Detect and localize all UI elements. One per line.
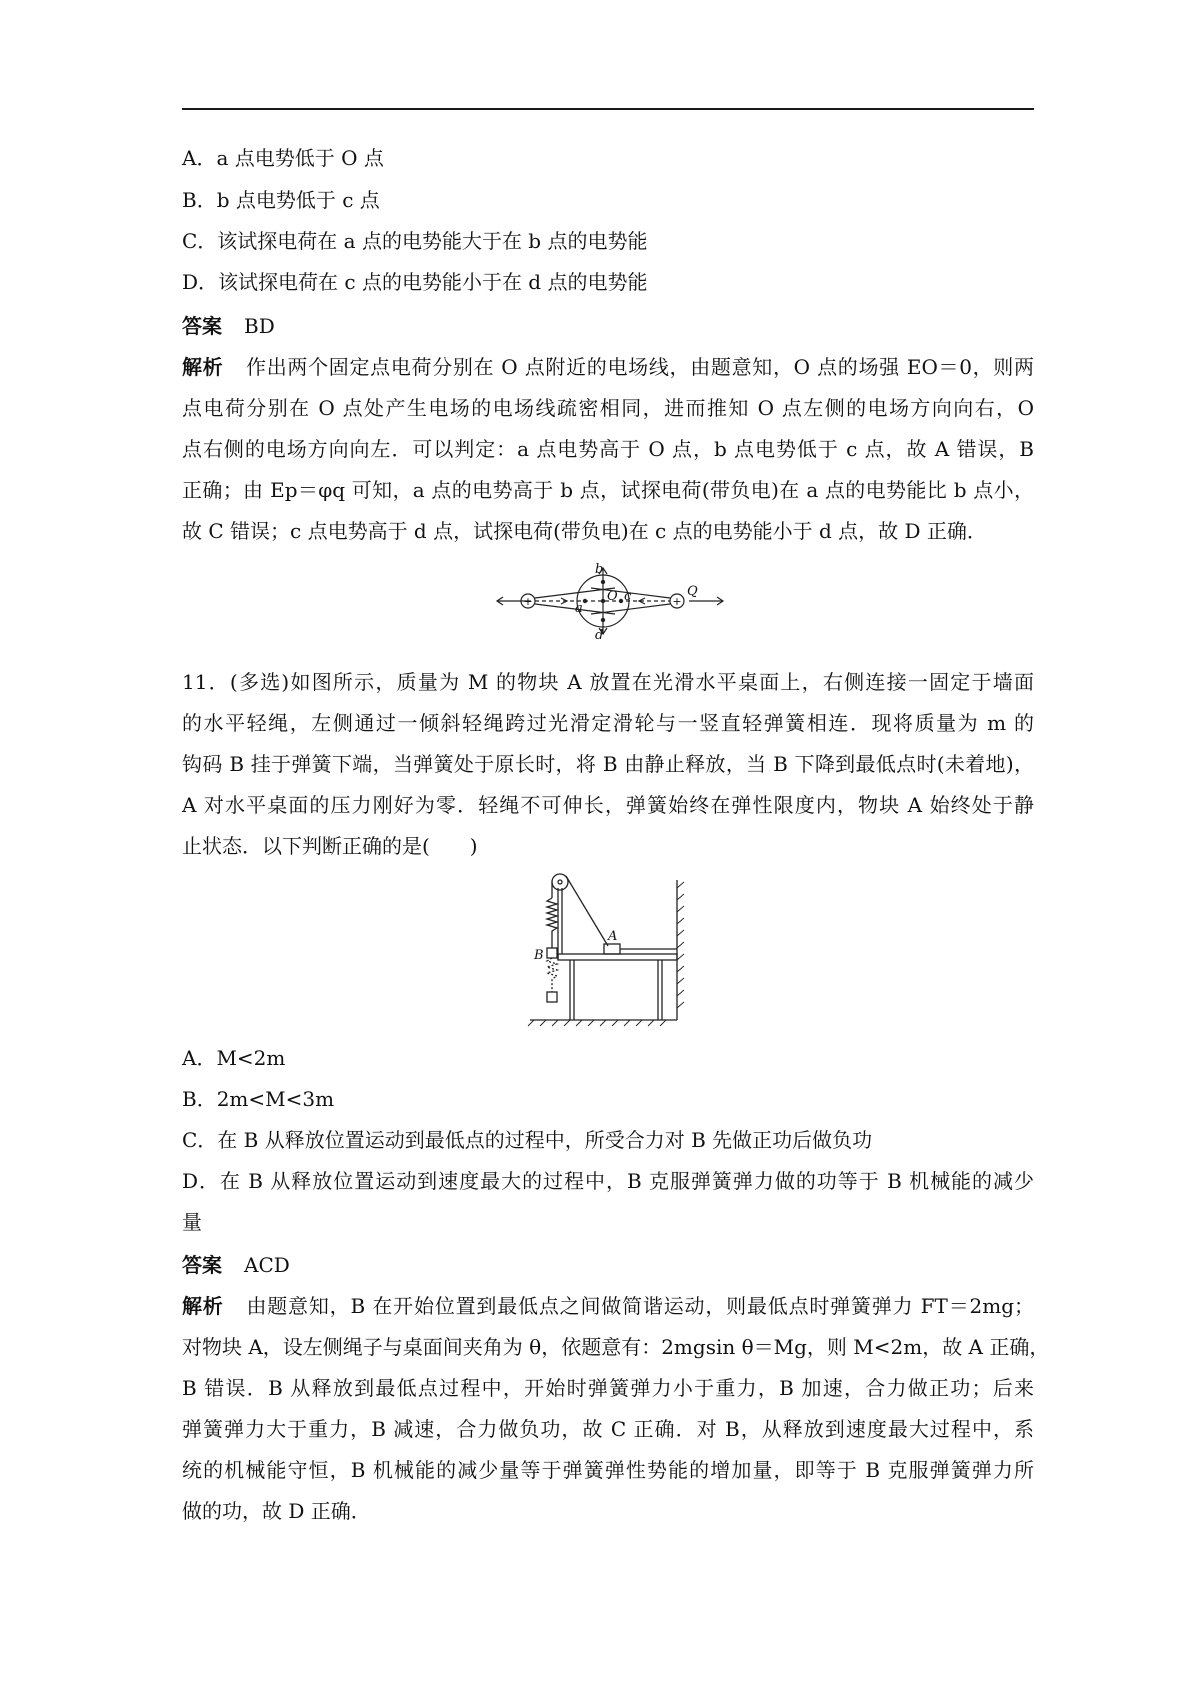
label-b: b <box>595 562 604 577</box>
q11-option-d-cont: 量 <box>182 1210 202 1234</box>
analysis-text: 由题意知，B 在开始位置到最低点之间做简谐运动，则最低点时弹簧弹力 FT＝2mg； <box>245 1294 1034 1318</box>
answer-label: 答案 <box>182 314 222 338</box>
electric-field-figure <box>495 560 725 640</box>
q11-analysis-line-1 <box>182 1291 1034 1321</box>
label-d: d <box>595 628 604 640</box>
plus-right: + <box>672 595 682 608</box>
q10-analysis-line-4: 正确；由 Ep＝φq 可知，a 点的电势高于 b 点，试探电荷(带负电)在 a 点的电势能比 b 点小， <box>182 478 1034 502</box>
label-B: B <box>534 948 544 963</box>
q10-analysis-line-3: 点右侧的电场方向向左．可以判定：a 点电势高于 O 点，b 点电势低于 c 点，故 A 错误，B <box>182 437 1034 461</box>
q11-option-d: D．在 B 从释放位置运动到速度最大的过程中，B 克服弹簧弹力做的功等于 B 机械能的减少 <box>182 1169 1034 1193</box>
label-a: a <box>575 601 583 616</box>
q11-analysis-line-6: 做的功，故 D 正确． <box>182 1499 371 1523</box>
analysis-label: 解析 <box>182 355 224 379</box>
q11-analysis-line-2: 对物块 A，设左侧绳子与桌面间夹角为 θ，依题意有：2mgsin θ＝Mg，则 M<2m，故 A 正确， <box>182 1335 1050 1359</box>
q10-analysis-line-5: 故 C 错误；c 点电势高于 d 点，试探电荷(带负电)在 c 点的电势能小于 d 点，故 D 正确． <box>182 519 987 543</box>
q10-option-d: D．该试探电荷在 c 点的电势能小于在 d 点的电势能 <box>182 270 648 294</box>
q10-option-c: C．该试探电荷在 a 点的电势能大于在 b 点的电势能 <box>182 229 648 253</box>
q10-answer <box>182 311 1034 341</box>
q11-analysis-line-3: B 错误．B 从释放到最低点过程中，开始时弹簧弹力小于重力，B 加速，合力做正功；后来 <box>182 1376 1034 1400</box>
analysis-label: 解析 <box>182 1294 224 1318</box>
q11-option-b: B．2m<M<3m <box>182 1087 335 1111</box>
answer-value: BD <box>244 314 275 338</box>
q11-answer <box>182 1250 1034 1280</box>
plus-left: + <box>523 595 533 608</box>
q10-analysis-line-2: 点电荷分别在 O 点处产生电场的电场线疏密相同，进而推知 O 点左侧的电场方向向右，O <box>182 396 1034 420</box>
q11-stem-line-4: A 对水平桌面的压力刚好为零．轻绳不可伸长，弹簧始终在弹性限度内，物块 A 始终处于静 <box>182 793 1034 817</box>
label-Q: Q <box>687 584 698 599</box>
q11-analysis-line-5: 统的机械能守恒，B 机械能的减少量等于弹簧弹性势能的增加量，即等于 B 克服弹簧弹力所 <box>182 1458 1034 1482</box>
q10-analysis-line-1 <box>182 352 1034 382</box>
q10-option-b: B．b 点电势低于 c 点 <box>182 188 380 212</box>
analysis-text: 作出两个固定点电荷分别在 O 点附近的电场线，由题意知，O 点的场强 EO＝0，则两 <box>245 355 1034 379</box>
q11-stem-line-3: 钩码 B 挂于弹簧下端，当弹簧处于原长时，将 B 由静止释放，当 B 下降到最低点时(未着地)， <box>182 752 1034 776</box>
q11-stem-line-2: 的水平轻绳，左侧通过一倾斜轻绳跨过光滑定滑轮与一竖直轻弹簧相连．现将质量为 m 的 <box>182 711 1034 735</box>
pulley-spring-figure <box>520 868 690 1028</box>
q11-stem-line-5: 止状态．以下判断正确的是( ) <box>182 834 478 858</box>
answer-value: ACD <box>244 1253 290 1277</box>
answer-label: 答案 <box>182 1253 222 1277</box>
q11-option-c: C．在 B 从释放位置运动到最低点的过程中，所受合力对 B 先做正功后做负功 <box>182 1128 873 1152</box>
q11-option-a: A．M<2m <box>182 1046 286 1070</box>
q11-analysis-line-4: 弹簧弹力大于重力，B 减速，合力做负功，故 C 正确．对 B，从释放到速度最大过程中，系 <box>182 1417 1034 1441</box>
q11-stem-line-1: 11．(多选)如图所示，质量为 M 的物块 A 放置在光滑水平桌面上，右侧连接一固定于墙面 <box>182 670 1034 694</box>
label-O: O <box>607 589 618 604</box>
q10-option-a: A．a 点电势低于 O 点 <box>182 146 384 170</box>
header-rule <box>182 108 1034 110</box>
label-A: A <box>608 929 618 944</box>
label-c: c <box>624 589 632 604</box>
